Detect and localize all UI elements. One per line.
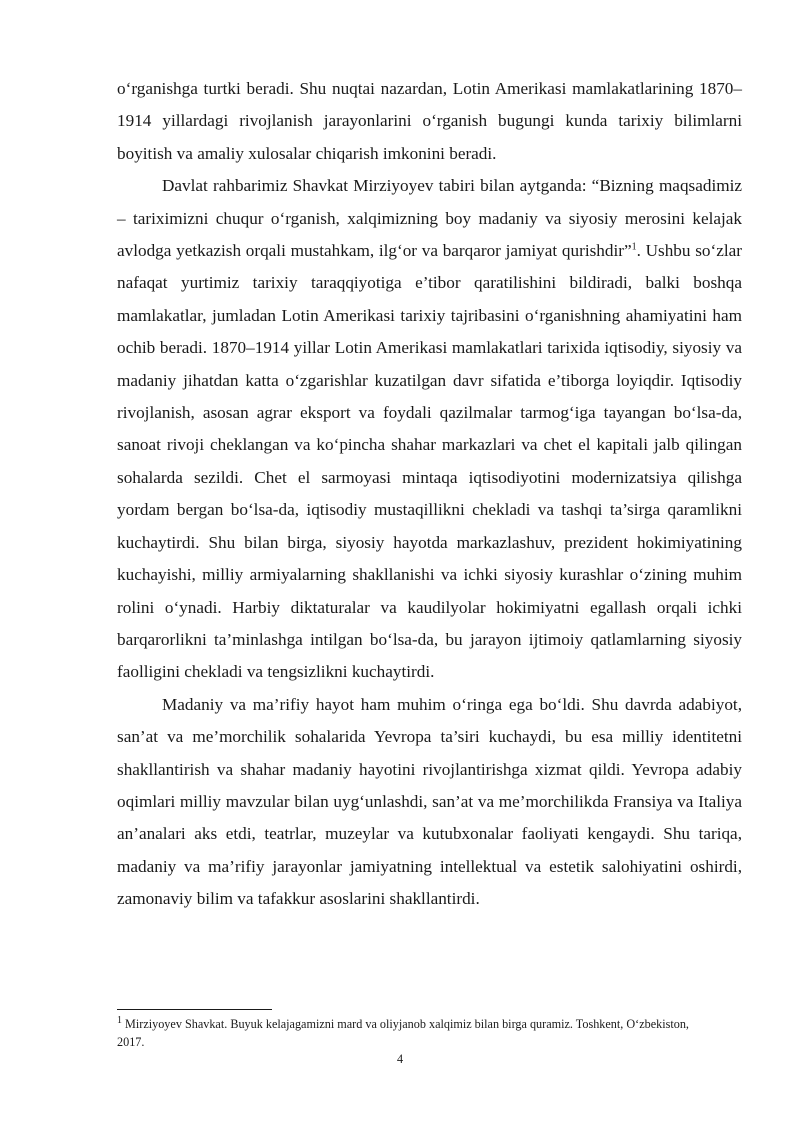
paragraph-2-text-part-2: . Ushbu soʻzlar nafaqat yurtimiz tarixiy taraqqiyotiga e’tibor qaratilishini bildiradi, balki boshqa mamlakatlar, jumladan Lotin Amerikasi tarixiy tajribasini oʻrganishning ahamiyatini ham ochib beradi. 1870–1914 yillar Lotin Amerikasi mamlakatlari tarixida iqtisodiy, siyosiy va madaniy jihatdan katta oʻzgarishlar kuzatilgan davr sifatida e’tiborga loyiqdir. Iqtisodiy rivojlanish, asosan agrar eksport va foydali qazilmalar tarmogʻiga tayangan boʻlsa-da, sanoat rivoji cheklangan va koʻpincha shahar markazlari va chet el kapitali jalb qilingan sohalarda sezildi. Chet el sarmoyasi mintaqa iqtisodiyotini modernizatsiya qilishga yordam bergan boʻlsa-da, iqtisodiy mustaqillikni chekladi va tashqi ta’sirga qaramlikni kuchaytirdi. Shu bilan birga, siyosiy hayotda markazlashuv, prezident hokimiyatining kuchayishi, milliy armiyalarning shakllanishi va ichki siyosiy kurashlar oʻzining muhim rolini oʻynadi. Harbiy diktaturalar va kaudilyolar hokimiyatni egallash orqali ichki barqarorlikni ta’minlashga intilgan boʻlsa-da, bu jarayon ijtimoiy qatlamlarning siyosiy faolligini chekladi va tengsizlikni kuchaytirdi. xyxy=(117,241,742,682)
footnote-mark: 1 xyxy=(117,1014,122,1026)
page-body xyxy=(117,73,742,916)
paragraph-1: oʻrganishga turtki beradi. Shu nuqtai nazardan, Lotin Amerikasi mamlakatlarining 1870–1914 yillardagi rivojlanish jarayonlarini oʻrganish bugungi kunda tarixiy bilimlarni boyitish va amaliy xulosalar chiqarish imkonini beradi. xyxy=(117,79,742,163)
footnote xyxy=(117,1015,717,1051)
paragraph-2-text-part-1: Davlat rahbarimiz Shavkat Mirziyoyev tabiri bilan aytganda: “Bizning maqsadimiz – tariximizni chuqur oʻrganish, xalqimizning boy madaniy va siyosiy merosini kelajak avlodga yetkazish orqali mustahkam, ilgʻor va barqaror jamiyat qurishdir” xyxy=(117,176,742,261)
page-number: 4 xyxy=(396,1052,404,1066)
paragraph-2 xyxy=(117,170,742,689)
paragraph-3: Madaniy va ma’rifiy hayot ham muhim oʻringa ega boʻldi. Shu davrda adabiyot, san’at va me’morchilik sohalarida Yevropa ta’siri kuchaydi, bu esa milliy identitetni shakllantirish va shahar madaniy hayotini rivojlantirishga xizmat qildi. Yevropa adabiy oqimlari milliy mavzular bilan uygʻunlashdi, san’at va me’morchilikda Fransiya va Italiya an’analari aks etdi, teatrlar, muzeylar va kutubxonalar faoliyati kengaydi. Shu tariqa, madaniy va ma’rifiy jarayonlar jamiyatning intellektual va estetik salohiyatini oshirdi, zamonaviy bilim va tafakkur asoslarini shakllantirdi. xyxy=(117,694,742,909)
footnote-separator xyxy=(117,1009,272,1010)
footnote-text: Mirziyoyev Shavkat. Buyuk kelajagamizni mard va oliyjanob xalqimiz bilan birga quramiz. Toshkent, Oʻzbekiston, 2017. xyxy=(117,1017,689,1049)
footnote-reference: 1 xyxy=(631,241,637,253)
